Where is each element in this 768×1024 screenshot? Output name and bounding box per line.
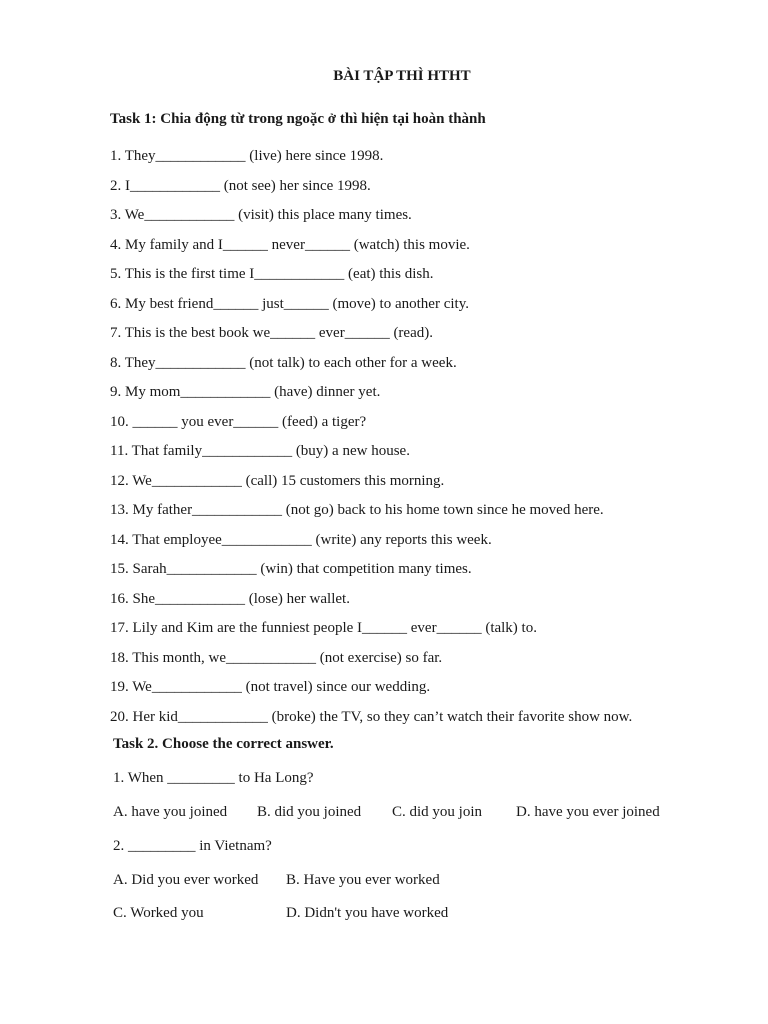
task2-question-1: 1. When _________ to Ha Long? — [113, 770, 314, 786]
task1-item: 11. That family____________ (buy) a new house. — [110, 443, 410, 459]
task1-item: 5. This is the first time I____________ (eat) this dish. — [110, 266, 434, 282]
task1-item: 2. I____________ (not see) her since 1998. — [110, 177, 371, 194]
task1-item: 15. Sarah____________ (win) that competition many times. — [110, 561, 472, 577]
q2-option-a: A. Did you ever worked — [113, 872, 259, 888]
task1-item: 12. We____________ (call) 15 customers this morning. — [110, 472, 445, 489]
q2-option-c: C. Worked you — [113, 905, 204, 921]
q2-option-b: B. Have you ever worked — [286, 872, 440, 888]
task1-item: 16. She____________ (lose) her wallet. — [110, 590, 350, 607]
task1-item: 17. Lily and Kim are the funniest people I______ ever______ (talk) to. — [110, 620, 537, 636]
q2-option-d: D. Didn't you have worked — [286, 905, 449, 921]
q1-option-d: D. have you ever joined — [516, 804, 660, 820]
task1-item: 18. This month, we____________ (not exercise) so far. — [110, 649, 443, 666]
task1-item: 8. They____________ (not talk) to each other for a week. — [110, 354, 457, 371]
task1-item: 10. ______ you ever______ (feed) a tiger? — [110, 413, 367, 430]
task1-item: 19. We____________ (not travel) since our wedding. — [110, 679, 431, 695]
task1-list — [110, 147, 632, 737]
task1-item: 9. My mom____________ (have) dinner yet. — [110, 384, 381, 400]
task1-item: 14. That employee____________ (write) any reports this week. — [110, 531, 492, 548]
task1-item: 20. Her kid____________ (broke) the TV, so they can’t watch their favorite show now. — [110, 708, 633, 725]
task1-item: 3. We____________ (visit) this place many times. — [110, 207, 412, 223]
task1-item: 7. This is the best book we______ ever______ (read). — [110, 325, 433, 341]
task2-question-2: 2. _________ in Vietnam? — [113, 838, 272, 854]
task1-item: 6. My best friend______ just______ (move) to another city. — [110, 295, 469, 312]
q1-option-c: C. did you join — [392, 804, 483, 820]
q1-option-a: A. have you joined — [113, 804, 228, 820]
task2-heading: Task 2. Choose the correct answer. — [113, 736, 334, 752]
task1-item: 1. They____________ (live) here since 1998. — [110, 148, 384, 164]
task1-item: 4. My family and I______ never______ (watch) this movie. — [110, 236, 470, 253]
task1-heading: Task 1: Chia động từ trong ngoặc ở thì hiện tại hoàn thành — [110, 111, 486, 127]
q1-option-b: B. did you joined — [257, 804, 362, 820]
document-title: BÀI TẬP THÌ HTHT — [333, 68, 471, 84]
task1-item: 13. My father____________ (not go) back to his home town since he moved here. — [110, 502, 604, 518]
